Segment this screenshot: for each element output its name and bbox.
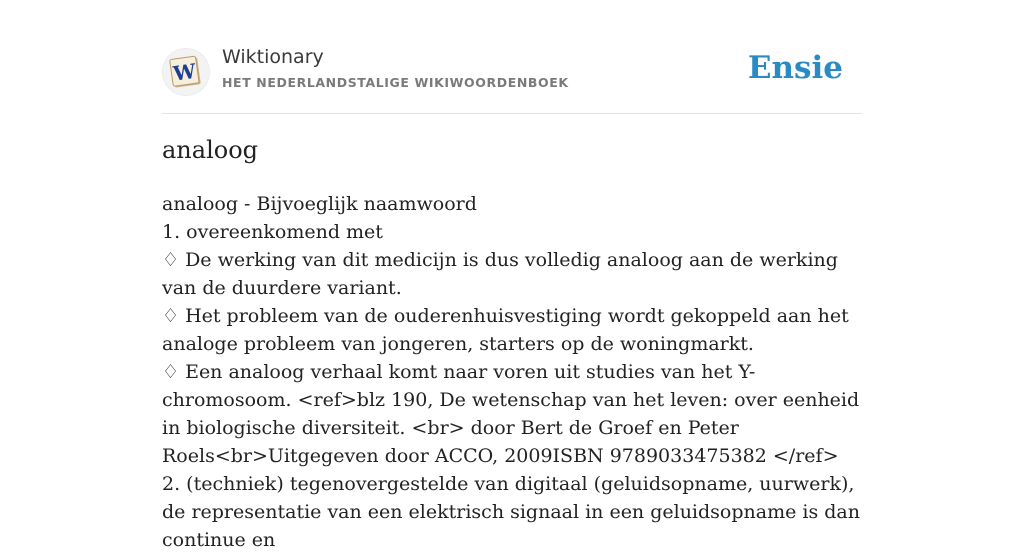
svg-text:W: W — [171, 58, 198, 86]
wiktionary-logo-icon[interactable] — [162, 48, 210, 96]
entry-line-sense-2: 2. (techniek) tegenovergestelde van digitaal (geluidsopname, uurwerk), de representatie van een elektrisch signaal in een geluidsopname is dan continue en — [162, 473, 860, 551]
header-divider — [162, 113, 862, 114]
site-header — [162, 44, 862, 98]
entry-line-sense-1: 1. overeenkomend met — [162, 221, 383, 243]
entry-line-example-3: ♢ Een analoog verhaal komt naar voren uit studies van het Y-chromosoom. <ref>blz 190, De wetenschap van het leven: over eenheid in biologische diversiteit. <br> door Bert de Groef en Peter Roels<br>Uitgegeven door ACCO, 2009ISBN 9789033475382 </ref> — [162, 361, 860, 467]
entry-line-pos: analoog - Bijvoeglijk naamwoord — [162, 193, 477, 215]
brand-logo[interactable]: Ensie — [747, 50, 843, 86]
entry-line-example-1: ♢ De werking van dit medicijn is dus volledig analoog aan de werking van de duurdere variant. — [162, 249, 838, 299]
site-tagline: HET NEDERLANDSTALIGE WIKIWOORDENBOEK — [222, 75, 569, 90]
page — [162, 0, 862, 551]
entry-title: analoog — [162, 136, 259, 164]
site-name[interactable]: Wiktionary — [222, 46, 324, 68]
entry-content — [162, 190, 862, 554]
entry-line-example-2: ♢ Het probleem van de ouderenhuisvestiging wordt gekoppeld aan het analoge probleem van jongeren, starters op de woningmarkt. — [162, 305, 849, 355]
